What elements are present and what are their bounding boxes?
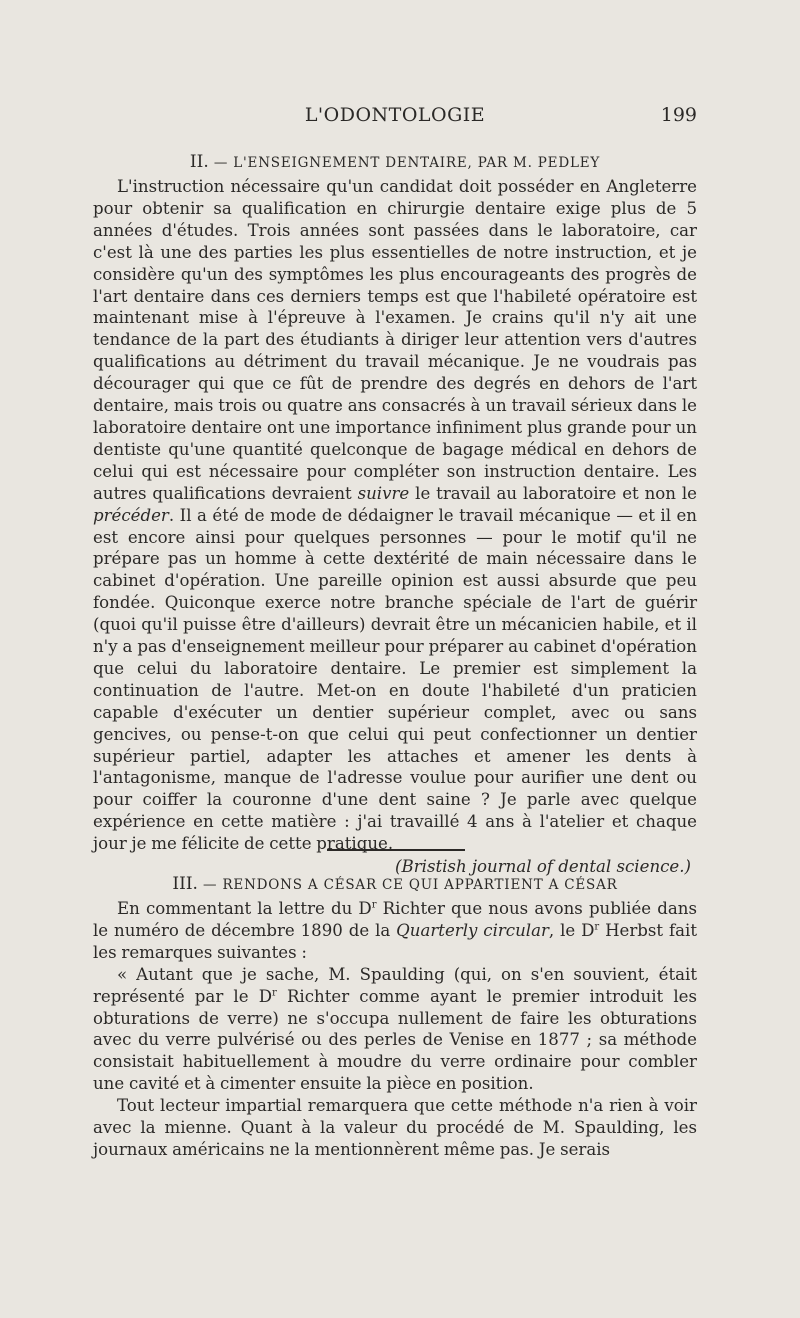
p2-text-a: « Autant que je sache, M. Spaulding (qui, on s'en souvient, était représenté par le D (93, 964, 697, 1006)
running-title: L'ODONTOLOGIE (304, 104, 486, 126)
section-2-paragraph (93, 176, 697, 855)
section-2-em-preceder: précéder (93, 505, 169, 525)
section-2-number: II. (189, 152, 209, 172)
section-2-text-b: le travail au laboratoire et non le (409, 483, 697, 503)
p2-sup: r (272, 987, 277, 999)
p2-text-b: Richter comme ayant le premier introduit les obturations de verre) ne s'occupa nullement de faire les obturations avec du verre pulvérisé ou des perles de Venise en 1877 ; sa méthode consistait habituellement à moudre du verre ordinaire pour combler une cavité et à cimenter ensuite la pièce en position. (93, 986, 697, 1094)
section-3-number: III. (172, 874, 198, 894)
section-divider (327, 849, 465, 851)
section-3 (93, 874, 697, 1161)
section-2 (93, 152, 697, 878)
source-citation: (Bristish journal of dental science.) (395, 857, 691, 877)
section-2-body (93, 176, 697, 855)
section-2-em-suivre: suivre (357, 483, 410, 503)
section-3-dash: — (203, 877, 218, 893)
p1-sup: r (371, 899, 377, 911)
section-2-text-c: . Il a été de mode de dédaigner le travail mécanique — et il en est encore ainsi pour quelques personnes — pour le motif qu'il ne prépare pas un homme à cette dextérité de main nécessaire dans le cabinet d'opération. Une pareille opinion est aussi absurde que peu fondée. Quiconque exerce notre branche spéciale de l'art de guérir (quoi qu'il puisse être d'ailleurs) devrait être un mécanicien habile, et il n'y a pas d'enseignement meilleur pour préparer au cabinet d'opération que celui du laboratoire dentaire. Le premier est simplement la continuation de l'autre. Met-on en doute l'habileté d'un praticien capable d'exécuter un dentier supérieur complet, avec ou sans gencives, ou pense-t-on que celui qui peut confectionner un dentier supérieur partiel, adapter les attaches et amener les dents à l'antagonisme, manque de l'adresse voulue pour aurifier une dent ou pour coiffer la couronne d'une dent saine ? Je parle avec quelque expérience en cette matière : j'ai travaillé 4 ans à l'atelier et chaque jour je me félicite de cette pratique. (93, 505, 697, 854)
p1-text-b: Richter que nous avons publiée dans le numéro de décembre 1890 de la (93, 899, 697, 940)
section-3-paragraph-3: Tout lecteur impartial remarquera que cette méthode n'a rien à voir avec la mienne. Quant à la valeur du procédé de M. Spaulding, les journaux américains ne la mentionnèrent même pas. Je serais (93, 1096, 697, 1159)
section-2-text-a: L'instruction nécessaire qu'un candidat doit posséder en Angleterre pour obtenir sa qualification en chirurgie dentaire exige plus de 5 années d'études. Trois années sont passées dans le laboratoire, car c'est là une des parties les plus essentielles de notre instruction, et je considère qu'un des symptômes les plus encourageants des progrès de l'art dentaire dans ces derniers temps est que l'habileté opératoire est maintenant mise à l'épreuve à l'examen. Je crains qu'il n'y ait une tendance de la part des étudiants à diriger leur attention vers d'autres qualifications au détriment du travail mécanique. Je ne voudrais pas décourager qui que ce fût de prendre des degrés en dehors de l'art dentaire, mais trois ou quatre ans consacrés à un travail sérieux dans le laboratoire dentaire ont une importance infiniment plus grande pour un dentiste qu'une quantité quelconque de bagage médical en dehors de celui qui est nécessaire pour compléter son instruction dentaire. Les autres qualifications devraient (93, 177, 697, 503)
p1-sup-2: r (594, 921, 600, 933)
section-2-dash: — (213, 155, 229, 171)
section-3-body (93, 898, 697, 1161)
section-3-heading (93, 874, 697, 894)
section-3-paragraph-2 (93, 964, 697, 1095)
p1-text-d: Herbst fait les remarques suivantes : (93, 920, 697, 962)
p1-text-c: , le D (548, 920, 595, 940)
section-2-title: L'ENSEIGNEMENT DENTAIRE, PAR M. PEDLEY (233, 155, 601, 171)
p1-text-a: En commentant la lettre du D (117, 899, 372, 918)
page-number: 199 (660, 104, 697, 126)
section-3-title: RENDONS A CÉSAR CE QUI APPARTIENT A CÉSAR (222, 877, 618, 893)
section-2-heading (93, 152, 697, 172)
p1-journal-title: Quarterly circular (396, 920, 549, 940)
section-3-paragraph-1 (93, 898, 697, 964)
running-head (93, 104, 697, 134)
